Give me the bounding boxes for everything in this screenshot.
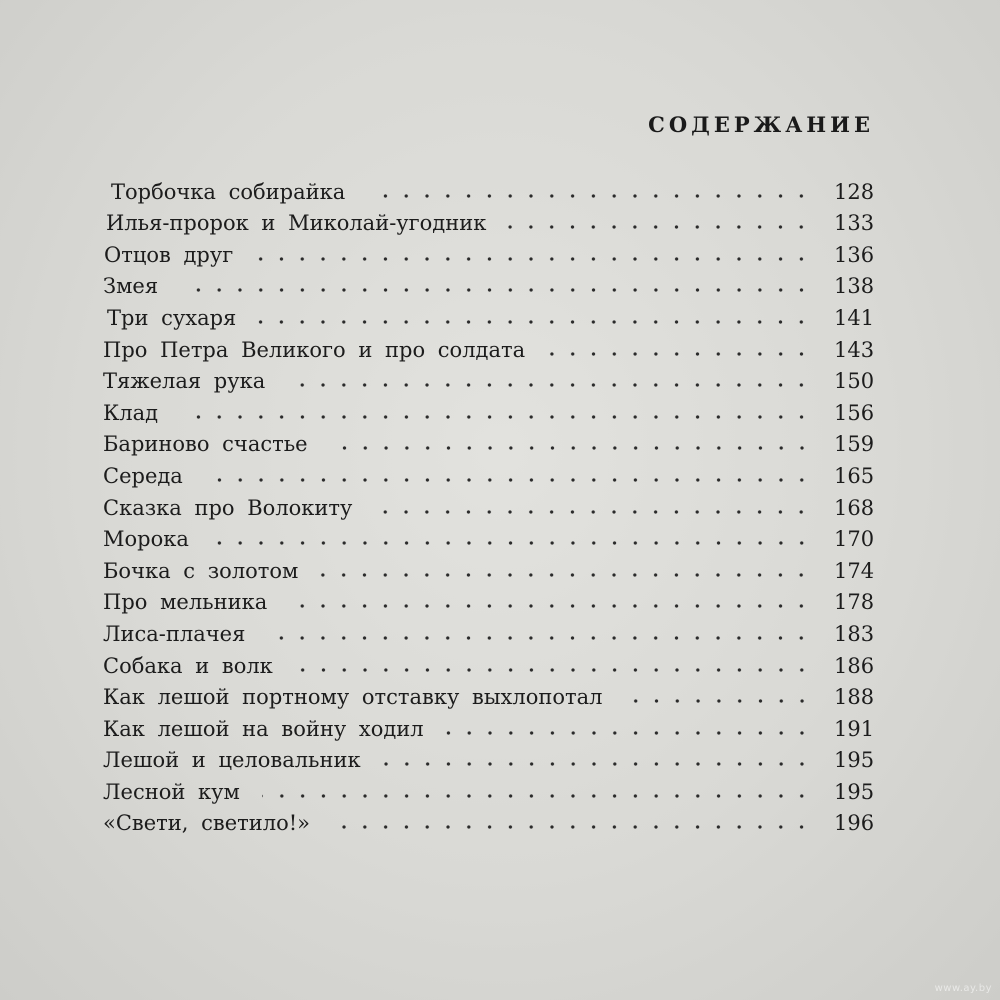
toc-entry [103,680,874,712]
toc-entry-title: Илья-пророк и Миколай-угодник [106,211,487,236]
toc-entry [103,616,874,648]
toc-entry-title: Сказка про Волокиту [103,495,353,520]
toc-entry-page: 156 [834,400,875,425]
toc-entry-page: 183 [834,621,875,646]
toc-entry [103,237,874,269]
dot-leader [383,750,812,768]
toc-entry-page: 133 [834,211,875,236]
toc-entry-page: 195 [834,748,875,773]
toc-entry [103,395,874,427]
toc-entry-page: 168 [834,495,875,520]
toc-entry-title: Лешой и целовальник [103,748,361,773]
dot-leader [508,213,812,231]
toc-entry-title: Бочка с золотом [103,558,299,583]
toc-entry-title: Змея [103,274,159,299]
toc-entry-title: Лесной кум [103,779,240,804]
toc-entry-page: 138 [834,274,875,299]
dot-leader [367,182,812,200]
toc-entry-page: 174 [834,558,875,583]
toc-entry-page: 141 [834,305,875,330]
toc-entry-title: Середа [103,463,183,488]
dot-leader [374,498,812,516]
toc-entry-page: 165 [834,463,875,488]
toc-entry-page: 128 [834,179,875,204]
dot-leader [332,813,812,831]
dot-leader [267,624,812,642]
dot-leader [295,656,812,674]
toc-list [103,174,874,837]
toc-heading: СОДЕРЖАНИЕ [648,112,874,137]
dot-leader [180,403,812,421]
toc-entry-title: Собака и волк [103,653,273,678]
dot-leader [446,719,812,737]
toc-entry [103,458,874,490]
toc-entry-title: Три сухаря [107,305,237,330]
toc-entry-title: Про Петра Великого и про солдата [103,337,526,362]
dot-leader [625,687,812,705]
toc-entry [103,300,874,332]
site-watermark: www.ay.by [934,983,992,994]
toc-entry [103,364,874,396]
toc-entry-title: Тяжелая рука [103,369,266,394]
toc-entry [103,648,874,680]
toc-entry [103,206,874,238]
toc-entry-page: 196 [834,811,875,836]
toc-entry [103,711,874,743]
toc-entry-page: 136 [834,242,875,267]
toc-entry [103,332,874,364]
toc-entry-page: 188 [834,685,875,710]
toc-entry-title: «Свети, светило!» [103,811,311,836]
toc-entry [103,806,874,838]
dot-leader [262,782,812,800]
toc-entry-title: Клад [103,400,159,425]
toc-entry-page: 143 [834,337,875,362]
toc-entry-title: Торбочка собирайка [111,179,346,204]
toc-entry-page: 178 [834,590,875,615]
toc-entry-page: 186 [834,653,875,678]
dot-leader [211,529,812,547]
toc-entry-title: Как лешой на войну ходил [103,716,424,741]
toc-entry [103,553,874,585]
dot-leader [287,371,812,389]
dot-leader [205,466,812,484]
toc-entry-title: Как лешой портному отставку выхлопотал [103,685,603,710]
toc-entry [103,490,874,522]
dot-leader [320,561,812,579]
toc-entry [103,427,874,459]
toc-entry-page: 150 [834,369,875,394]
dot-leader [547,340,812,358]
toc-entry [103,269,874,301]
dot-leader [330,434,812,452]
toc-entry-title: Морока [103,527,189,552]
toc-entry [103,585,874,617]
toc-entry-page: 191 [834,716,875,741]
toc-entry-title: Лиса-плачея [103,621,246,646]
toc-entry-title: Про мельника [103,590,268,615]
toc-entry-page: 159 [834,432,875,457]
dot-leader [255,245,812,263]
toc-entry-page: 195 [834,779,875,804]
toc-entry-page: 170 [834,527,875,552]
dot-leader [289,592,812,610]
dot-leader [258,308,812,326]
toc-entry [103,774,874,806]
toc-entry [103,522,874,554]
toc-entry-title: Бариново счастье [103,432,308,457]
dot-leader [180,276,812,294]
toc-entry [103,743,874,775]
toc-entry-title: Отцов друг [104,242,234,267]
toc-entry [103,174,874,206]
